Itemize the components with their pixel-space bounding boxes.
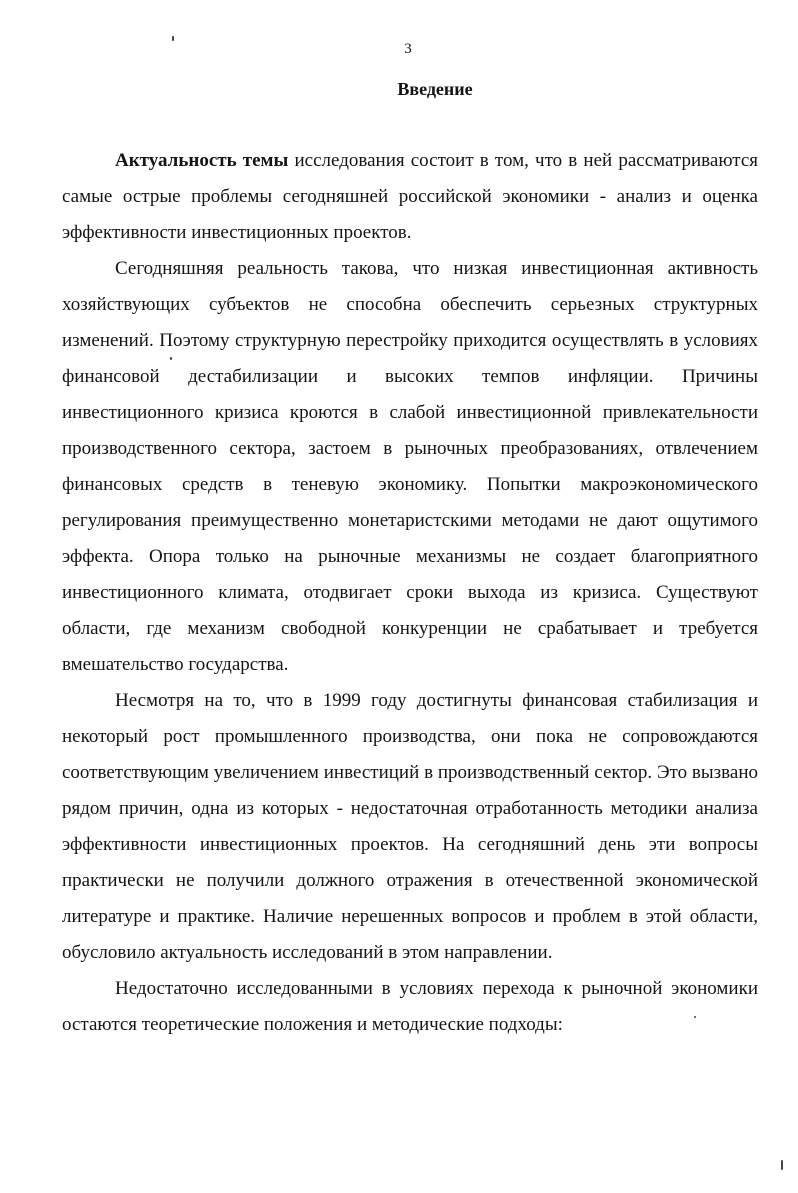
- paragraph-research-gaps: Недостаточно исследованными в условиях перехода к рыночной экономики остаются теоретические положения и методические подходы:: [62, 978, 758, 1035]
- relevance-lead: Актуальность темы: [115, 150, 289, 171]
- scan-speck: [694, 1016, 696, 1018]
- paragraph-stabilization: Несмотря на то, что в 1999 году достигнуты финансовая стабилизация и некоторый рост промышленного производства, они пока не сопровождаются соответствующим увеличением инвестиций в производственный сектор. Это вызвано рядом причин, одна из которых - недостаточная отработанность методики анализа эффективности инвестиционных проектов. На сегодняшний день эти вопросы практически не получили должного отражения в отечественной экономической литературе и практике. Наличие нерешенных вопросов и проблем в этой области, обусловило актуальность исследований в этом направлении.: [62, 690, 758, 963]
- scan-speck: [781, 1160, 783, 1170]
- paragraph-reality: Сегодняшняя реальность такова, что низкая инвестиционная активность хозяйствующих субъектов не способна обеспечить серьезных структурных изменений. Поэтому структурную перестройку приходится осуществлять в условиях финансовой дестабилизации и высоких темпов инфляции. Причины инвестиционного кризиса кроются в слабой инвестиционной привлекательности производственного сектора, застоем в рыночных преобразованиях, отвлечением финансовых средств в теневую экономику. Попытки макроэкономического регулирования преимущественно монетаристскими методами не дают ощутимого эффекта. Опора только на рыночные механизмы не создает благоприятного инвестиционного климата, отодвигает сроки выхода из кризиса. Существуют области, где механизм свободной конкуренции не срабатывает и требуется вмешательство государства.: [62, 258, 758, 675]
- relevance-text: исследования состоит в том, что в ней рассматриваются самые острые проблемы сегодняшней российской экономики - анализ и оценка эффективности инвестиционных проектов.: [62, 150, 758, 243]
- page-number: 3: [404, 41, 412, 57]
- scan-speck: [170, 357, 172, 360]
- scan-speck: [172, 36, 174, 41]
- section-title: Введение: [397, 79, 473, 99]
- body-text: [62, 143, 758, 1043]
- paragraph-relevance: [62, 143, 758, 251]
